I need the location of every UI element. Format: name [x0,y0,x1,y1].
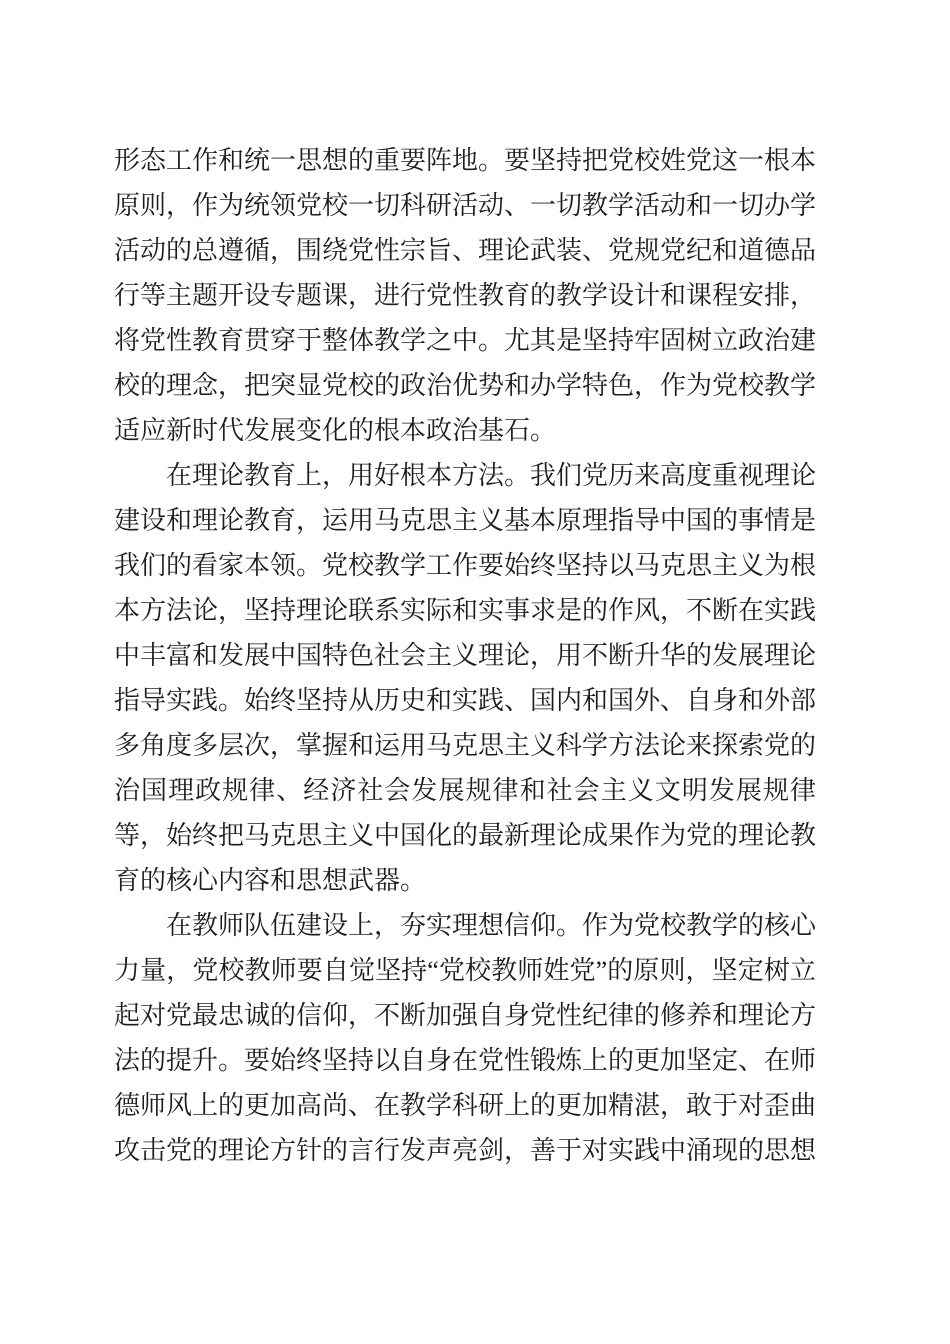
paragraph-2-theory-education: 在理论教育上，用好根本方法。我们党历来高度重视理论建设和理论教育，运用马克思主义基本原理指导中国的事情是我们的看家本领。党校教学工作要始终坚持以马克思主义为根本方法论，坚持理论联系实际和实事求是的作风，不断在实践中丰富和发展中国特色社会主义理论，用不断升华的发展理论指导实践。始终坚持从历史和实践、国内和国外、自身和外部多角度多层次，掌握和运用马克思主义科学方法论来探索党的治国理政规律、经济社会发展规律和社会主义文明发展规律等，始终把马克思主义中国化的最新理论成果作为党的理论教育的核心内容和思想武器。 [114,461,817,895]
paragraph-1-continuation: 形态工作和统一思想的重要阵地。要坚持把党校姓党这一根本原则，作为统领党校一切科研活动、一切教学活动和一切办学活动的总遵循，围绕党性宗旨、理论武装、党规党纪和道德品行等主题开设专题课，进行党性教育的教学设计和课程安排，将党性教育贯穿于整体教学之中。尤其是坚持牢固树立政治建校的理念，把突显党校的政治优势和办学特色，作为党校教学适应新时代发展变化的根本政治基石。 [114,146,817,445]
paragraph-3-teacher-team: 在教师队伍建设上，夯实理想信仰。作为党校教学的核心力量，党校教师要自觉坚持“党校教师姓党”的原则，坚定树立起对党最忠诚的信仰，不断加强自身党性纪律的修养和理论方法的提升。要始终坚持以自身在党性锻炼上的更加坚定、在师德师风上的更加高尚、在教学科研上的更加精湛，敢于对歪曲攻击党的理论方针的言行发声亮剑，善于对实践中涌现的思想 [114,911,817,1165]
